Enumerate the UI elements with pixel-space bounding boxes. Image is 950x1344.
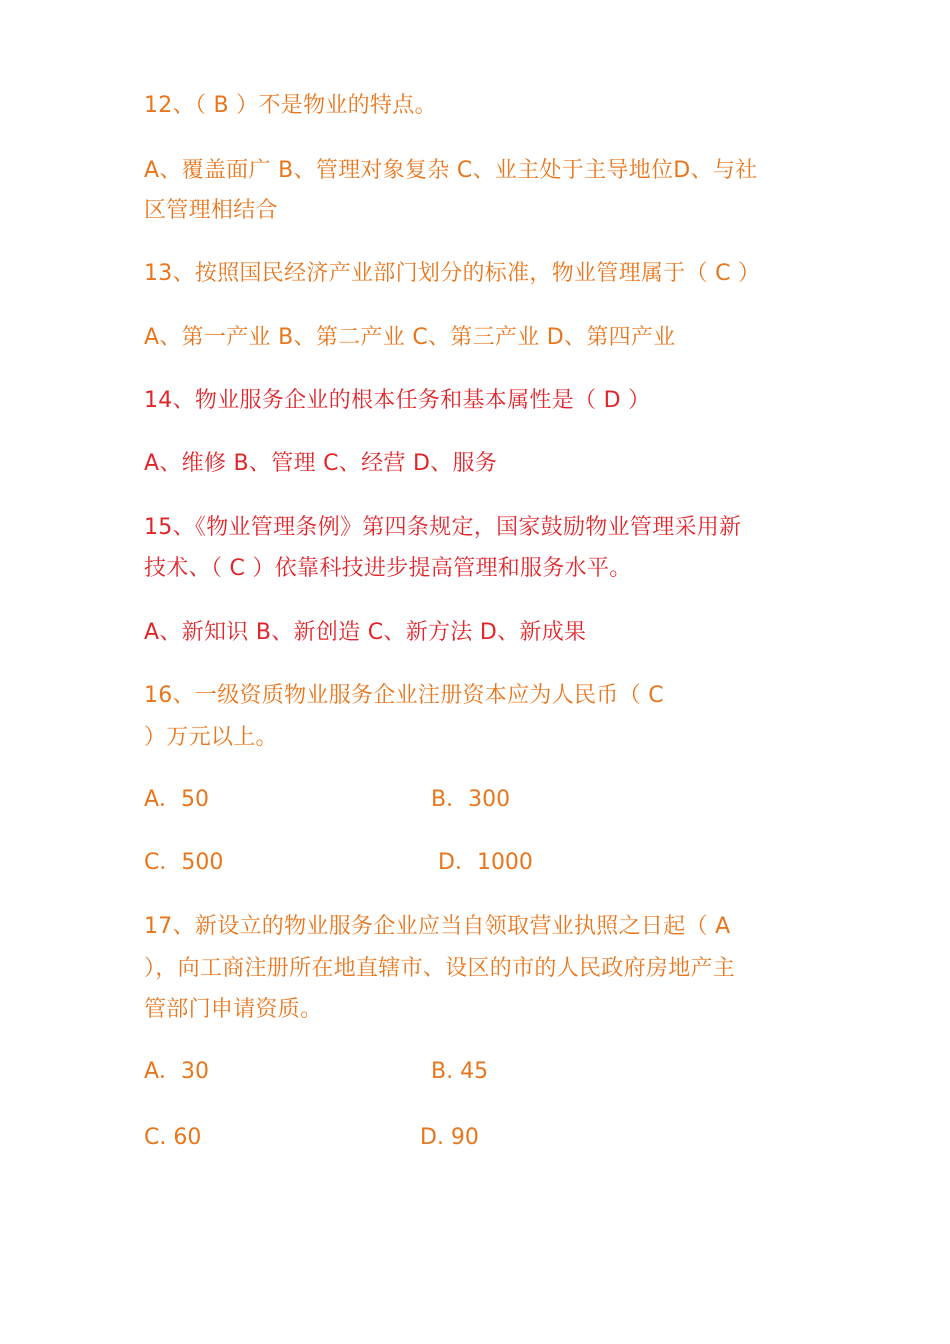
q17-question-line1: 17、新设立的物业服务企业应当自领取营业执照之日起（ A — [144, 914, 731, 939]
q17-option-c: C. 60 — [144, 1125, 202, 1150]
q16-option-b: B．300 — [431, 787, 511, 812]
q16-option-d: D．1000 — [438, 850, 533, 875]
q13-options: A、第一产业 B、第二产业 C、第三产业 D、第四产业 — [144, 325, 676, 350]
q17-question-line2: ），向工商注册所在地直辖市、设区的市的人民政府房地产主 — [144, 956, 736, 981]
q15-question-line1: 15、《物业管理条例》第四条规定，国家鼓励物业管理采用新 — [144, 515, 742, 540]
q14-question: 14、物业服务企业的根本任务和基本属性是（ D ） — [144, 388, 651, 413]
q17-question-line3: 管部门申请资质。 — [144, 997, 323, 1022]
q17-option-a: A．30 — [144, 1059, 210, 1084]
q16-option-a: A．50 — [144, 787, 210, 812]
q13-question: 13、按照国民经济产业部门划分的标准，物业管理属于（ C ） — [144, 261, 761, 286]
q15-options: A、新知识 B、新创造 C、新方法 D、新成果 — [144, 620, 587, 645]
q12-question: 12、（ B ）不是物业的特点。 — [144, 93, 437, 118]
q17-option-d: D. 90 — [420, 1125, 479, 1150]
q14-options: A、维修 B、管理 C、经营 D、服务 — [144, 451, 498, 476]
q16-question-line1: 16、一级资质物业服务企业注册资本应为人民币（ C — [144, 683, 664, 708]
q17-option-b: B. 45 — [431, 1059, 489, 1084]
q12-options-line1: A、覆盖面广 B、管理对象复杂 C、业主处于主导地位D、与社 — [144, 158, 758, 183]
q16-question-line2: ）万元以上。 — [144, 725, 278, 750]
q16-option-c: C．500 — [144, 850, 224, 875]
q12-options-line2: 区管理相结合 — [144, 198, 278, 223]
q15-question-line2: 技术、（ C ）依靠科技进步提高管理和服务水平。 — [144, 556, 632, 581]
